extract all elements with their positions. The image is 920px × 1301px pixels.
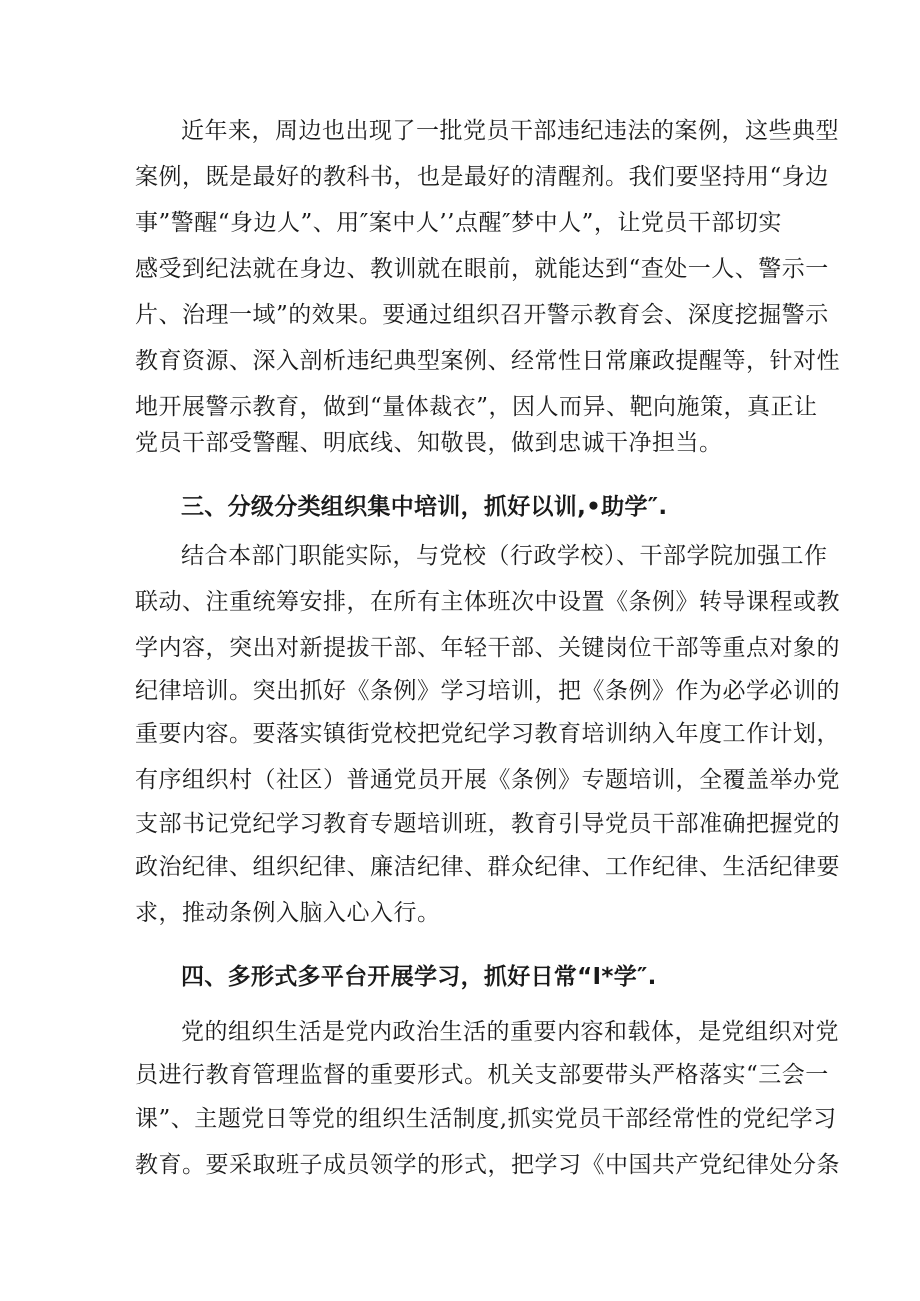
paragraph-2-line: 重要内容。要落实镇街党校把党纪学习教育培训纳入年度工作计划，: [135, 721, 840, 747]
paragraph-1-line: 案例，既是最好的教科书，也是最好的清醒剂。我们要坚持用“身边: [135, 164, 829, 190]
paragraph-1-line: 片、治理一域”的效果。要通过组织召开警示教育会、深度挖掘警示: [135, 302, 829, 328]
paragraph-2-line: 政治纪律、组织纪律、廉洁纪律、群众纪律、工作纪律、生活纪律要: [135, 854, 840, 880]
section-heading-3: 三、分级分类组织集中培训，抓好以训,•助学″.: [181, 494, 668, 520]
paragraph-2-line: 学内容，突出对新提拔干部、年轻干部、关键岗位干部等重点对象的: [135, 635, 840, 661]
paragraph-1-line: 教育资源、深入剖析违纪典型案例、经常性日常廉政提醒等，针对性: [135, 348, 840, 374]
paragraph-2-line: 纪律培训。突出抓好《条例》学习培训，把《条例》作为必学必训的: [135, 678, 840, 704]
paragraph-3-line: 课”、主题党日等党的组织生活制度,抓实党员干部经常性的党纪学习: [135, 1106, 837, 1132]
paragraph-2-line: 联动、注重统筹安排，在所有主体班次中设置《条例》转导课程或教: [135, 589, 840, 615]
paragraph-3-line: 员进行教育管理监督的重要形式。机关支部要带头严格落实“三会一: [135, 1062, 829, 1088]
paragraph-2-line: 支部书记党纪学习教育专题培训班，教育引导党员干部准确把握党的: [135, 811, 840, 837]
paragraph-1-line: 地开展警示教育，做到“量体裁衣”，因人而异、靶向施策，真正让: [135, 394, 818, 420]
paragraph-1-line: 感受到纪法就在身边、教训就在眼前，就能达到“查处一人、警示一: [135, 256, 829, 282]
paragraph-3-line: 党的组织生活是党内政治生活的重要内容和载体，是党组织对党: [181, 1019, 839, 1045]
paragraph-2-line: 求，推动条例入脑入心入行。: [135, 900, 441, 926]
paragraph-2-line: 有序组织村（社区）普通党员开展《条例》专题培训，全覆盖举办党: [135, 767, 840, 793]
section-heading-4: 四、多形式多平台开展学习，抓好日常“I*学″.: [181, 964, 657, 990]
paragraph-1-line: 近年来，周边也出现了一批党员干部违纪违法的案例，这些典型: [181, 118, 839, 144]
paragraph-2-line: 结合本部门职能实际，与党校（行政学校）、干部学院加强工作: [181, 543, 828, 569]
paragraph-3-line: 教育。要采取班子成员领学的形式，把学习《中国共产党纪律处分条: [135, 1152, 840, 1178]
paragraph-1-line: 党员干部受警醒、明底线、知敬畏，做到忠诚干净担当。: [135, 430, 723, 456]
paragraph-1-line: 事”警醒“身边人”、用″案中人’’点醒″梦中人”，让党员干部切实: [135, 210, 782, 236]
